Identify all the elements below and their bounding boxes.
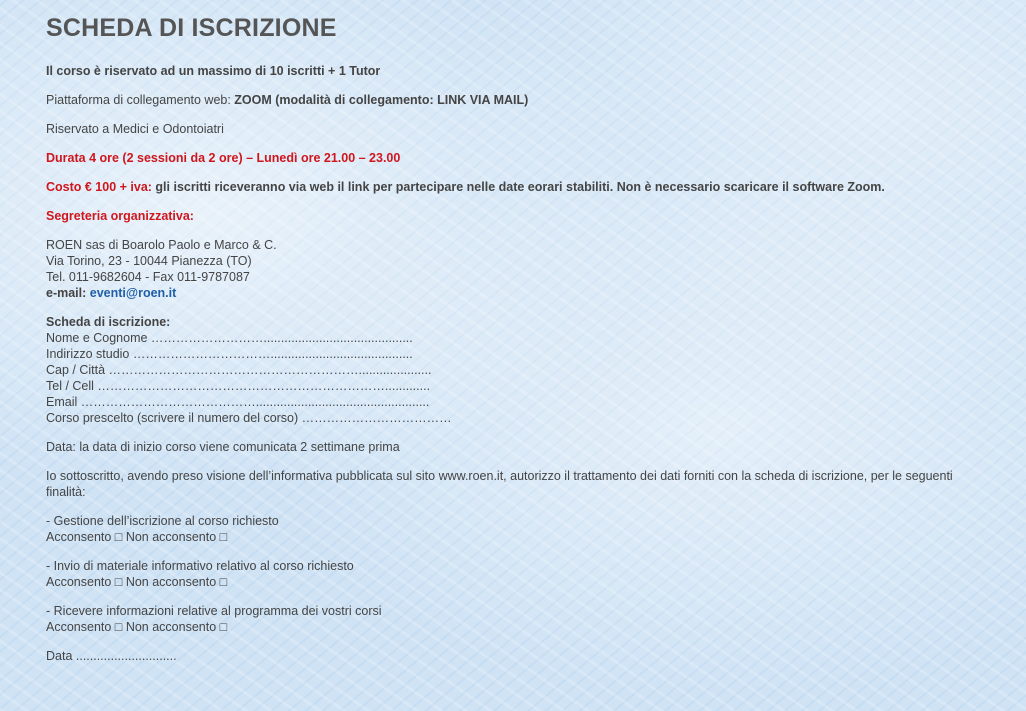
cost-text: gli iscritti riceveranno via web il link per partecipare nelle date eorari stabiliti. Non è necessario scaricare il software Zoom. (151, 180, 885, 194)
field-phone: Tel / Cell ……………………………………………………………............. (46, 379, 431, 393)
form-heading: Scheda di iscrizione: (46, 315, 171, 329)
cost-info (46, 179, 966, 195)
form-fields-block (46, 314, 966, 426)
consent-statement: Io sottoscritto, avendo preso visione dell’informativa pubblicata sul sito www.roen.it, autorizzo il trattamento dei dati forniti con la scheda di iscrizione, per le seguenti finalità: (46, 469, 953, 499)
email-label: e-mail: (46, 286, 90, 300)
registration-form-page (46, 14, 966, 664)
field-course: Corso prescelto (scrivere il numero del corso) ……………………………… (46, 411, 452, 425)
consent-options: Acconsento □ Non acconsento □ (46, 530, 228, 544)
consent-item (46, 558, 966, 590)
platform-label: Piattaforma di collegamento web: (46, 93, 235, 107)
duration-info: Durata 4 ore (2 sessioni da 2 ore) – Lunedì ore 21.00 – 23.00 (46, 151, 401, 165)
participant-limit: Il corso è riservato ad un massimo di 10 iscritti + 1 Tutor (46, 64, 381, 78)
cost-label: Costo € 100 + iva: (46, 180, 152, 194)
field-email: Email …………………………………….................................................. (46, 395, 430, 409)
secretariat-contact (46, 237, 966, 301)
platform-info (46, 92, 966, 108)
field-name: Nome e Cognome ………………………........................................... (46, 331, 413, 345)
field-zip-city: Cap / Città ……………………………………………………..................... (46, 363, 432, 377)
platform-value: ZOOM (modalità di collegamento: LINK VIA MAIL) (234, 93, 529, 107)
email-link[interactable]: eventi@roen.it (89, 286, 177, 300)
consent-item (46, 603, 966, 635)
consent-options: Acconsento □ Non acconsento □ (46, 620, 228, 634)
consent-options: Acconsento □ Non acconsento □ (46, 575, 228, 589)
consent-purpose: - Ricevere informazioni relative al programma dei vostri corsi (46, 604, 382, 618)
page-title: SCHEDA DI ISCRIZIONE (46, 14, 337, 42)
field-address: Indirizzo studio ……………………………......................................... (46, 347, 413, 361)
consent-purpose: - Invio di materiale informativo relativo al corso richiesto (46, 559, 354, 573)
consent-item (46, 513, 966, 545)
secretariat-heading: Segreteria organizzativa: (46, 209, 194, 223)
date-note: Data: la data di inizio corso viene comunicata 2 settimane prima (46, 440, 400, 454)
company-address: Via Torino, 23 - 10044 Pianezza (TO) (46, 254, 252, 268)
consent-purpose: - Gestione dell’iscrizione al corso richiesto (46, 514, 279, 528)
company-phone: Tel. 011-9682604 - Fax 011-9787087 (46, 270, 250, 284)
signature-date-line: Data ............................. (46, 649, 177, 663)
company-name: ROEN sas di Boarolo Paolo e Marco & C. (46, 238, 277, 252)
company-email-line (46, 285, 966, 301)
audience-info: Riservato a Medici e Odontoiatri (46, 122, 224, 136)
